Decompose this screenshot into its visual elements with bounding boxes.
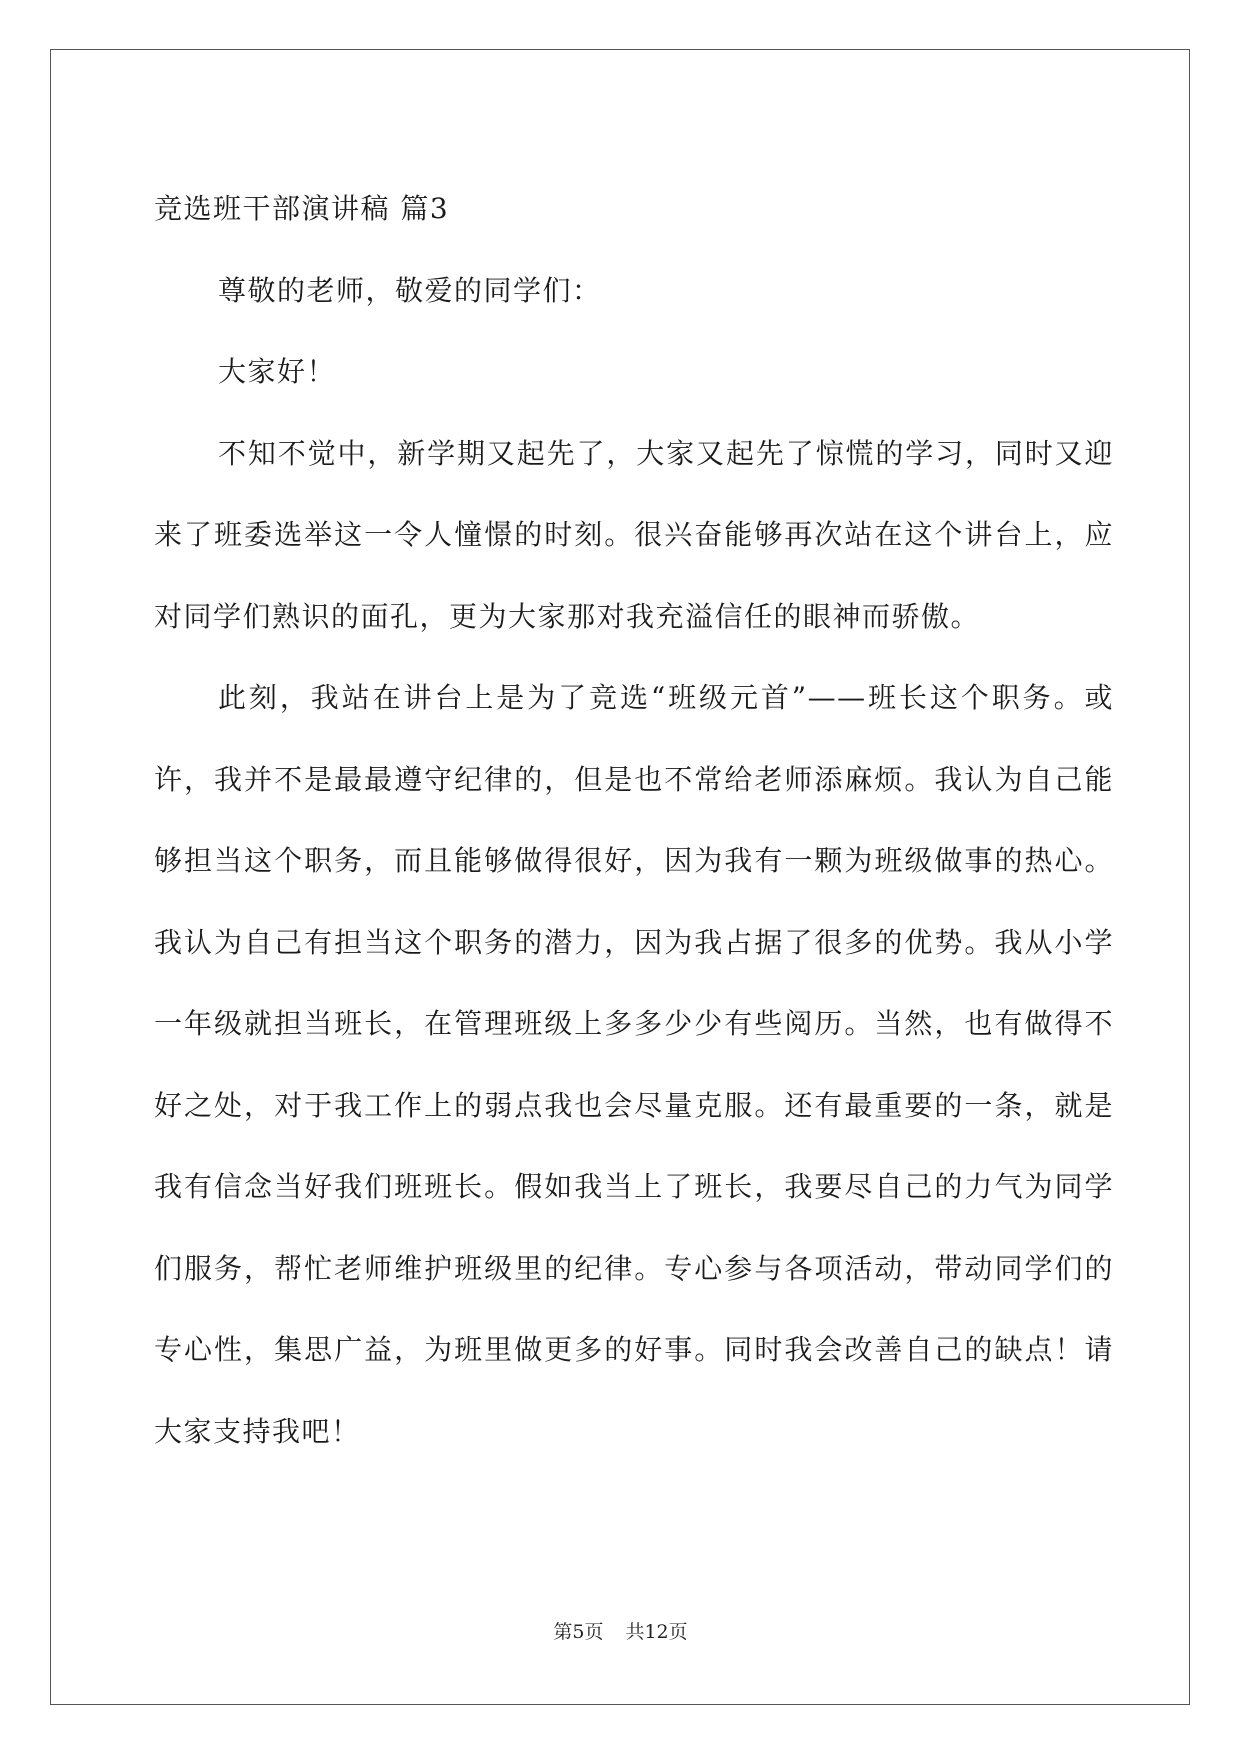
greeting-paragraph: 大家好！ (218, 355, 337, 388)
document-title: 竞选班干部演讲稿 篇3 (154, 192, 450, 225)
main-paragraph: 此刻，我站在讲台上是为了竞选“班级元首”——班长这个职务。或许，我并不是最最遵守纪律的，但是也不常给老师添麻烦。我认为自己能够担当这个职务，而且能够做得很好，因为我有一颗为班级做事的热心。我认为自己有担当这个职务的潜力，因为我占据了很多的优势。我从小学一年级就担当班长，在管理班级上多多少少有些阅历。当然，也有做得不好之处，对于我工作上的弱点我也会尽量克服。还有最重要的一条，就是我有信念当好我们班班长。假如我当上了班长，我要尽自己的力气为同学们服务，帮忙老师维护班级里的纪律。专心参与各项活动，带动同学们的专心性，集思广益，为班里做更多的好事。同时我会改善自己的缺点！请大家支持我吧！ (154, 681, 1114, 1448)
salutation-paragraph: 尊敬的老师，敬爱的同学们： (218, 273, 602, 307)
document-body (154, 168, 1114, 1472)
intro-paragraph: 不知不觉中，新学期又起先了，大家又起先了惊慌的学习，同时又迎来了班委选举这一令人憧憬的时刻。很兴奋能够再次站在这个讲台上，应对同学们熟识的面孔，更为大家那对我充溢信任的眼神而骄傲。 (154, 436, 1114, 633)
page-number-current: 第5页 (553, 1621, 604, 1643)
page-number-total: 共12页 (625, 1621, 688, 1643)
page-footer (0, 1620, 1241, 1644)
